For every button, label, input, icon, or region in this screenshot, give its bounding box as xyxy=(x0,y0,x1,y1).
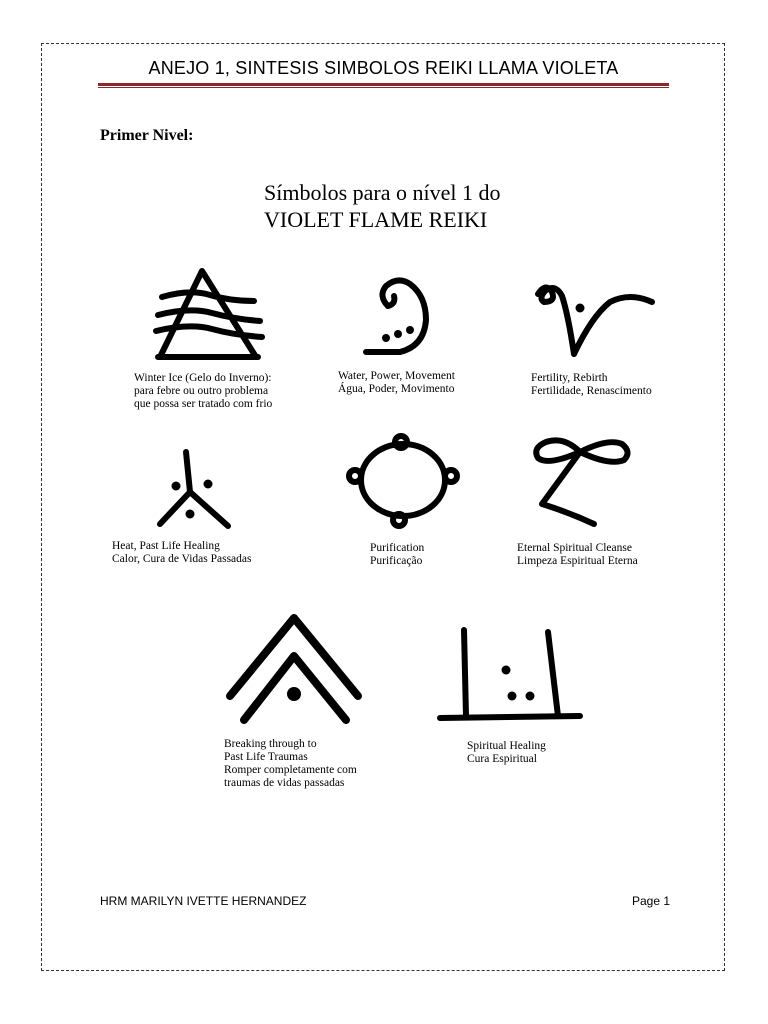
footer-page-number: Page 1 xyxy=(632,894,671,908)
breaking-through-symbol-icon xyxy=(224,612,364,724)
spiritual-healing-caption: Spiritual Healing Cura Espiritual xyxy=(467,740,546,765)
figure-title-line1: Símbolos para o nível 1 do xyxy=(264,180,501,205)
page-title: ANEJO 1, SINTESIS SIMBOLOS REIKI LLAMA VIOLETA xyxy=(148,58,619,78)
winter-ice-caption: Winter Ice (Gelo do Inverno): para febre ou outro problema que possa ser tratado com frio xyxy=(134,372,273,410)
purification-caption: Purification Purificação xyxy=(370,542,425,567)
heat-caption: Heat, Past Life Healing Calor, Cura de Vidas Passadas xyxy=(112,540,252,565)
water-power-caption: Water, Power, Movement Água, Poder, Movimento xyxy=(338,370,455,395)
footer-author: HRM MARILYN IVETTE HERNANDEZ xyxy=(100,894,307,908)
header-rule-thin xyxy=(98,87,669,88)
eternal-cleanse-symbol-icon xyxy=(528,432,638,532)
section-heading: Primer Nivel: xyxy=(100,127,194,144)
figure-title-line2: VIOLET FLAME REIKI xyxy=(264,207,488,232)
water-power-symbol-icon xyxy=(360,268,440,360)
heat-symbol-icon xyxy=(156,448,236,530)
figure-title xyxy=(264,179,500,233)
spiritual-healing-symbol-icon xyxy=(436,626,586,726)
fertility-caption: Fertility, Rebirth Fertilidade, Renascimento xyxy=(531,372,652,397)
eternal-cleanse-caption: Eternal Spiritual Cleanse Limpeza Espiritual Eterna xyxy=(517,542,638,567)
purification-symbol-icon xyxy=(343,432,463,532)
header-rule xyxy=(98,83,669,86)
fertility-symbol-icon xyxy=(532,272,657,364)
winter-ice-symbol-icon xyxy=(150,265,265,365)
breaking-through-caption: Breaking through to Past Life Traumas Romper completamente com traumas de vidas passadas xyxy=(224,738,357,789)
